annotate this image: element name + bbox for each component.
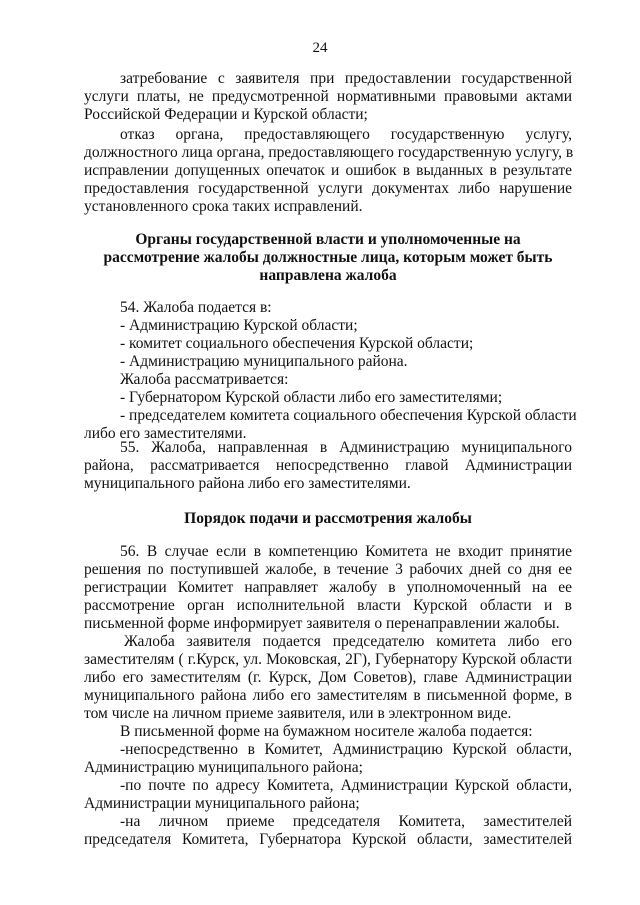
text-line: - председателем комитета социального обеспечения Курской области: [120, 407, 577, 424]
text-line: муниципального района либо его заместителям в письменной форме, в: [84, 687, 572, 704]
text-line: 54. Жалоба подается в:: [120, 299, 272, 316]
section-heading-line: Порядок подачи и рассмотрения жалобы: [184, 510, 472, 527]
text-line: Администрации муниципального района;: [84, 795, 360, 812]
text-line: 56. В случае если в компетенцию Комитета не входит принятие: [120, 543, 572, 560]
text-line: установленного срока таких исправлений.: [84, 198, 363, 215]
text-line: отказ органа, предоставляющего государственную услугу,: [120, 126, 572, 143]
text-line: услуги платы, не предусмотренной нормативными правовыми актами: [84, 88, 572, 105]
text-line: должностного лица органа, предоставляющего государственную услугу, в: [84, 144, 574, 161]
text-line: -непосредственно в Комитет, Администрацию Курской области,: [120, 741, 572, 758]
text-line: Жалоба заявителя подается председателю комитета либо его: [124, 633, 572, 650]
text-line: В письменной форме на бумажном носителе жалоба подается:: [120, 723, 533, 740]
text-line: председателя Комитета, Губернатора Курской области, заместителей: [84, 831, 572, 848]
text-line: исправлении допущенных опечаток и ошибок в выданных в результате: [84, 162, 572, 179]
text-line: затребование с заявителя при предоставлении государственной: [120, 70, 572, 87]
text-line: письменной форме информирует заявителя о перенаправлении жалобы.: [84, 615, 560, 632]
text-line: - Администрацию муниципального района.: [120, 353, 408, 370]
text-line: решения по поступившей жалобе, в течение 3 рабочих дней со дня ее: [84, 561, 572, 578]
text-line: -по почте по адресу Комитета, Администрации Курской области,: [120, 777, 572, 794]
text-line: - комитет социального обеспечения Курской области;: [120, 335, 474, 352]
section-heading-line: рассмотрение жалобы должностные лица, которым может быть: [103, 249, 553, 266]
text-line: рассмотрение орган исполнительной власти Курской области и в: [84, 597, 572, 614]
text-line: регистрации Комитет направляет жалобу в уполномоченный на ее: [84, 579, 572, 596]
text-line: района, рассматривается непосредственно главой Администрации: [84, 457, 572, 474]
page-number: 24: [312, 40, 328, 56]
text-line: Жалоба рассматривается:: [120, 371, 289, 388]
text-line: Российской Федерации и Курской области;: [84, 106, 368, 123]
text-line: предоставления государственной услуги документах либо нарушение: [84, 180, 572, 197]
text-line: - Губернатором Курской области либо его заместителями;: [120, 389, 503, 406]
text-line: том числе на личном приеме заявителя, или в электронном виде.: [84, 705, 512, 722]
text-line: заместителям ( г.Курск, ул. Моковская, 2Г), Губернатору Курской области: [84, 651, 572, 668]
section-heading-line: Органы государственной власти и уполномоченные на: [135, 231, 521, 248]
text-line: - Администрацию Курской области;: [120, 317, 358, 334]
text-line: муниципального района либо его заместителями.: [84, 475, 411, 492]
section-heading-line: направлена жалоба: [259, 267, 397, 284]
text-line: либо его заместителями.: [84, 425, 247, 442]
text-line: Администрацию муниципального района;: [84, 759, 363, 776]
text-line: -на личном приеме председателя Комитета, заместителей: [120, 813, 572, 830]
text-line: 55. Жалоба, направленная в Администрацию муниципального: [120, 439, 572, 456]
text-line: либо его заместителям (г. Курск, Дом Советов), главе Администрации: [84, 669, 572, 686]
